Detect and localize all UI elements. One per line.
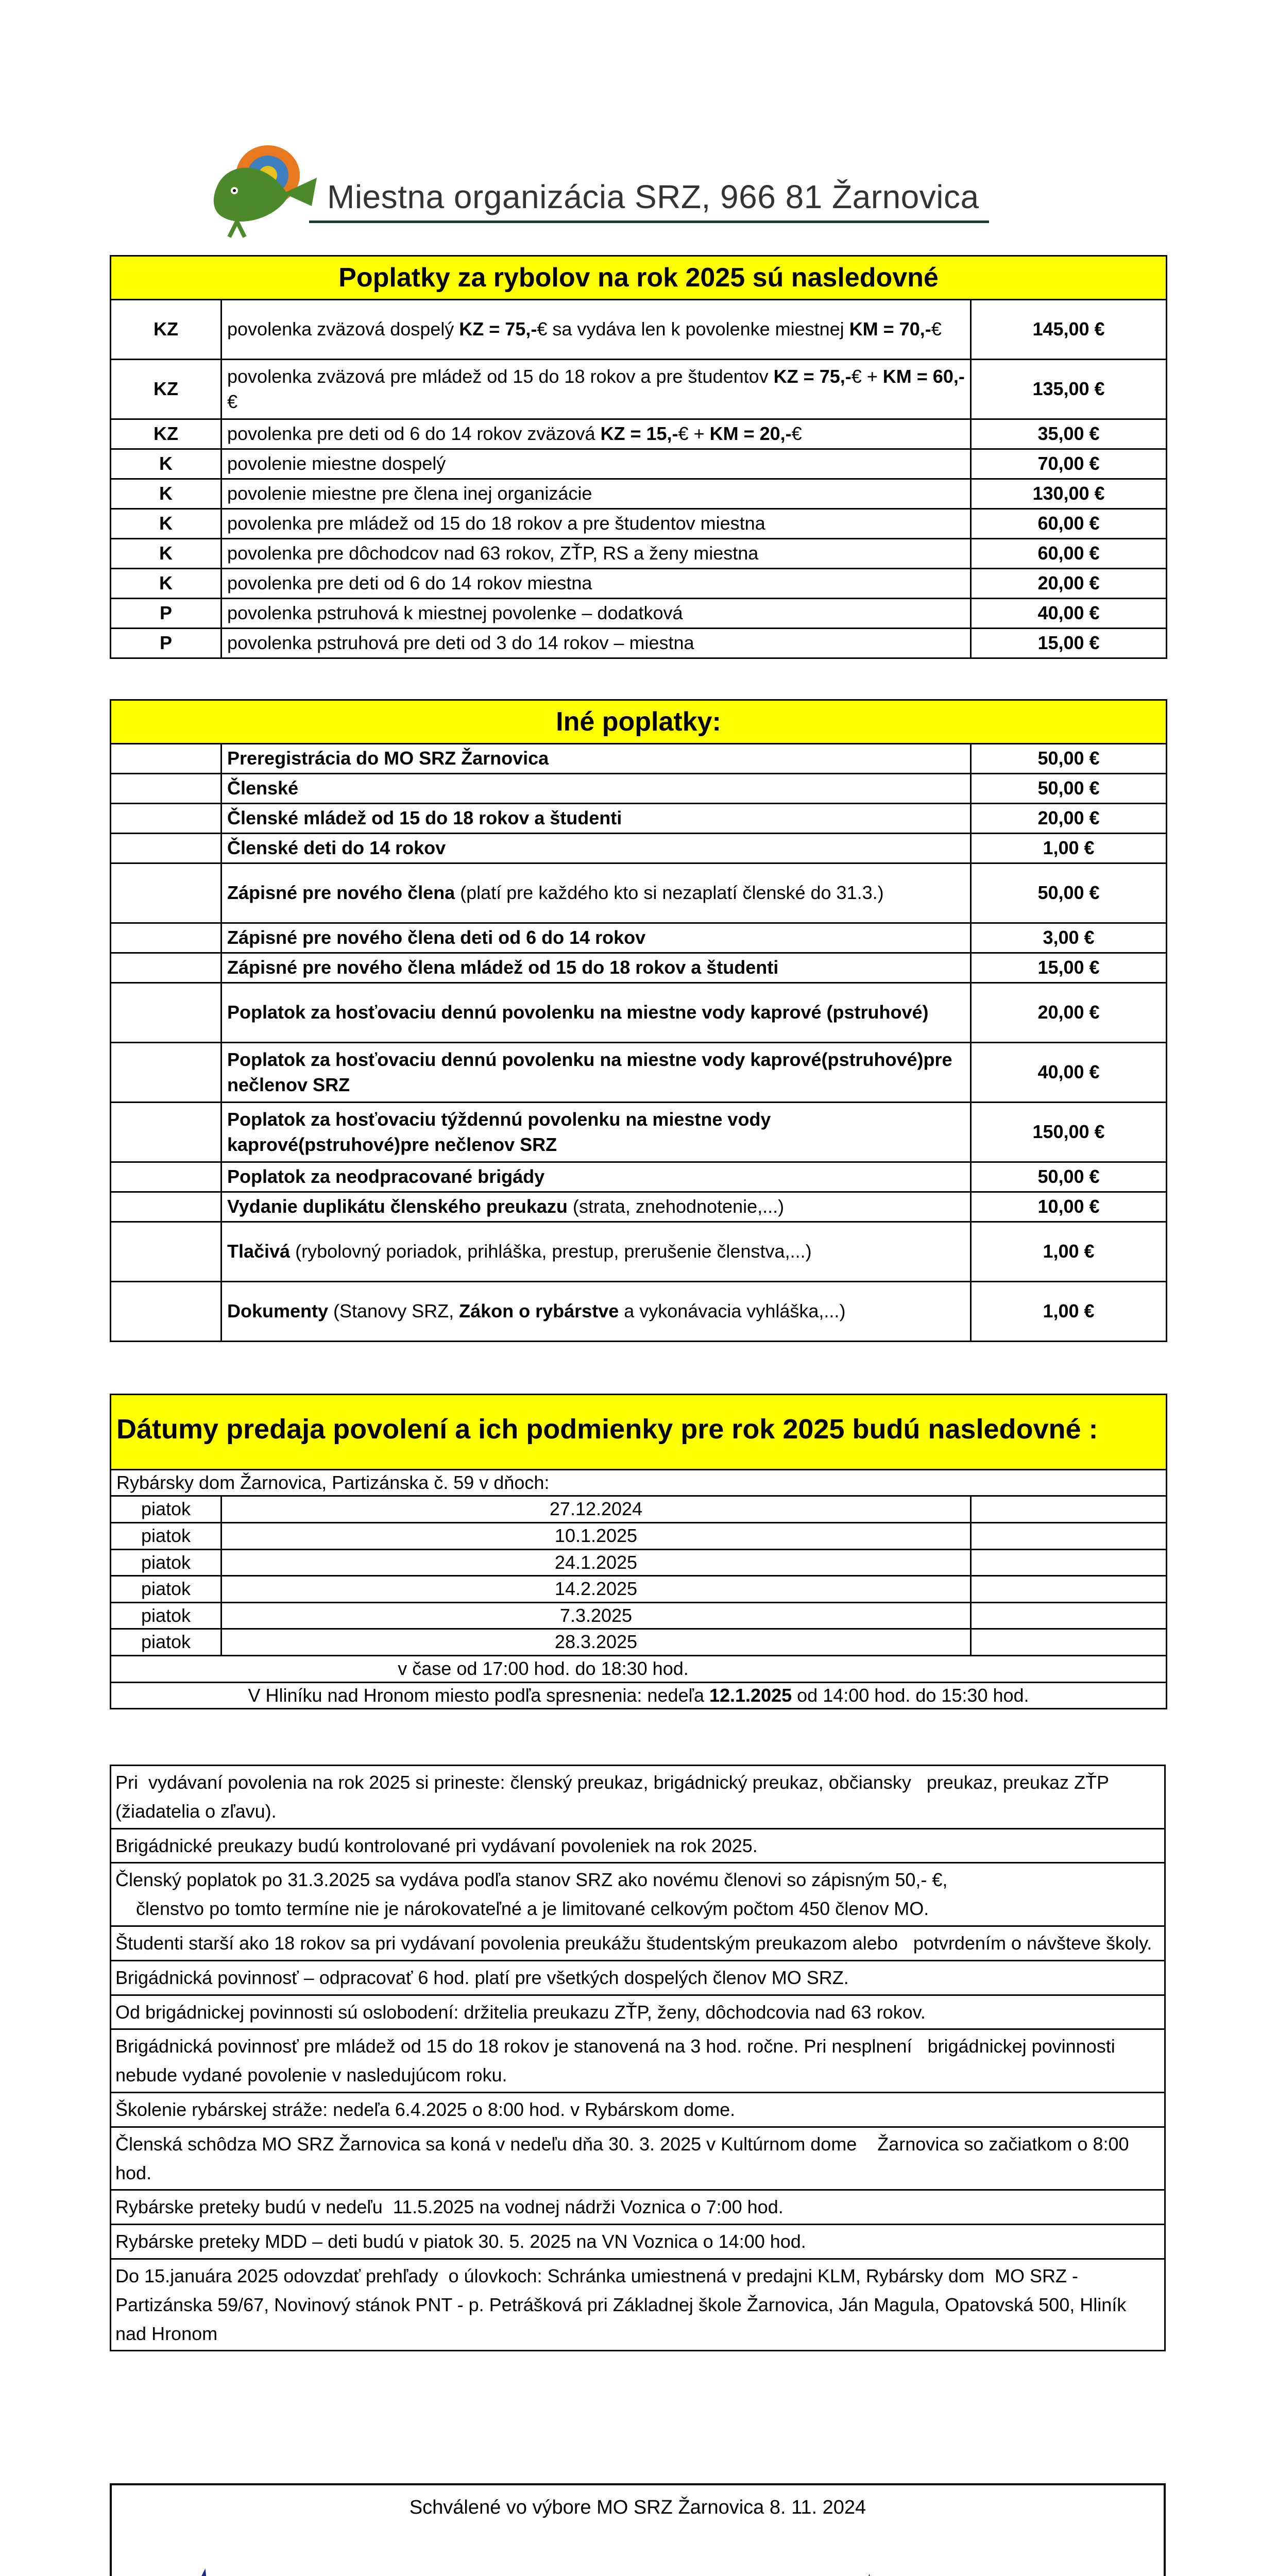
document-header [206, 129, 989, 242]
sale-date-row [111, 1549, 1167, 1576]
hlinik-row [111, 1682, 1167, 1709]
fee-price: 40,00 € [971, 599, 1167, 629]
text-segment: (strata, znehodnotenie,...) [567, 1196, 785, 1217]
sale-location: Rybársky dom Žarnovica, Partizánska č. 59 v dňoch: [111, 1469, 1167, 1496]
other-fee-blank [111, 1282, 222, 1342]
text-segment: (platí pre každého kto si nezaplatí členské do 31.3.) [455, 882, 884, 904]
fee-description [222, 419, 971, 449]
approval-box [110, 2483, 1166, 2576]
fee-code: K [111, 449, 222, 479]
other-fee-description [222, 834, 971, 863]
other-fee-price: 15,00 € [971, 953, 1167, 983]
other-fee-blank [111, 1162, 222, 1192]
other-fee-blank [111, 774, 222, 804]
other-fee-blank [111, 834, 222, 863]
fee-row [111, 419, 1167, 449]
other-fee-price: 10,00 € [971, 1192, 1167, 1222]
secretary-signature-icon [148, 2563, 302, 2576]
text-segment: povolenka zväzová pre mládež od 15 do 18 rokov a pre študentov [227, 366, 774, 387]
fee-price: 135,00 € [971, 360, 1167, 419]
fee-code: P [111, 599, 222, 629]
condition-row [111, 1926, 1165, 1960]
sale-date-blank [971, 1549, 1167, 1576]
text-segment: Zápisné pre nového člena [227, 882, 455, 904]
conditions-list [110, 1765, 1166, 2351]
chairman-signature-icon [797, 2568, 1013, 2576]
fee-code: KZ [111, 419, 222, 449]
condition-text: Členská schôdza MO SRZ Žarnovica sa koná v nedeľu dňa 30. 3. 2025 v Kultúrnom dome Žarnovica so začiatkom o 8:00 hod. [111, 2127, 1165, 2190]
sale-date-row [111, 1576, 1167, 1603]
fee-description [222, 449, 971, 479]
condition-text: Školenie rybárskej stráže: nedeľa 6.4.2025 o 8:00 hod. v Rybárskom dome. [111, 2092, 1165, 2127]
sale-date: 28.3.2025 [222, 1629, 971, 1656]
fee-code: K [111, 569, 222, 599]
condition-text: Študenti starší ako 18 rokov sa pri vydávaní povolenia preukážu študentským preukazom alebo potvrdením o návšteve školy. [111, 1926, 1165, 1960]
fee-row [111, 539, 1167, 569]
condition-row [111, 1995, 1165, 2029]
sale-date-blank [971, 1576, 1167, 1603]
other-fee-price: 150,00 € [971, 1103, 1167, 1162]
text-segment: povolenka pre mládež od 15 do 18 rokov a pre študentov miestna [227, 513, 765, 534]
condition-text: Od brigádnickej povinnosti sú oslobodení: držitelia preukazu ZŤP, ženy, dôchodcovia nad 63 rokov. [111, 1995, 1165, 2029]
fee-price: 60,00 € [971, 509, 1167, 539]
text-segment: Dokumenty [227, 1300, 329, 1322]
fee-description [222, 360, 971, 419]
other-fee-description [222, 774, 971, 804]
other-fee-description [222, 863, 971, 923]
sale-date: 24.1.2025 [222, 1549, 971, 1576]
other-fee-row [111, 953, 1167, 983]
other-fee-row [111, 804, 1167, 834]
fee-code: K [111, 479, 222, 509]
condition-row [111, 1960, 1165, 1995]
sale-day: piatok [111, 1602, 222, 1629]
other-fee-description [222, 1162, 971, 1192]
fish-logo-icon [206, 139, 325, 242]
condition-row [111, 2127, 1165, 2190]
condition-row [111, 2092, 1165, 2127]
fee-price: 60,00 € [971, 539, 1167, 569]
other-fee-row [111, 1103, 1167, 1162]
sale-date-row [111, 1602, 1167, 1629]
text-segment: Tlačivá [227, 1241, 291, 1262]
other-fee-blank [111, 863, 222, 923]
fee-row [111, 479, 1167, 509]
text-segment: € [931, 318, 942, 340]
fee-row [111, 300, 1167, 360]
fee-description [222, 539, 971, 569]
condition-text: Brigádnické preukazy budú kontrolované pri vydávaní povoleniek na rok 2025. [111, 1828, 1165, 1863]
other-fee-row [111, 1222, 1167, 1282]
condition-text: Rybárske preteky MDD – deti budú v piatok 30. 5. 2025 na VN Voznica o 14:00 hod. [111, 2225, 1165, 2259]
sale-time: v čase od 17:00 hod. do 18:30 hod. [111, 1656, 1167, 1683]
fee-row [111, 509, 1167, 539]
sale-date: 14.2.2025 [222, 1576, 971, 1603]
other-fee-price: 50,00 € [971, 863, 1167, 923]
other-fee-row [111, 834, 1167, 863]
header-divider [309, 221, 989, 223]
other-fee-description [222, 1103, 971, 1162]
sale-day: piatok [111, 1523, 222, 1550]
other-fee-price: 40,00 € [971, 1043, 1167, 1103]
text-segment: Členské [227, 777, 299, 799]
other-fee-row [111, 1192, 1167, 1222]
condition-row [111, 2225, 1165, 2259]
other-fee-row [111, 1162, 1167, 1192]
sale-date-blank [971, 1496, 1167, 1523]
text-segment: Poplatok za neodpracované brigády [227, 1166, 545, 1188]
other-fee-description [222, 804, 971, 834]
text-segment: povolenka pstruhová pre deti od 3 do 14 rokov – miestna [227, 632, 694, 654]
dates-title: Dátumy predaja povolení a ich podmienky pre rok 2025 budú nasledovné : [111, 1395, 1167, 1470]
fee-description [222, 509, 971, 539]
fee-price: 35,00 € [971, 419, 1167, 449]
text-segment: KZ = 15,- [600, 423, 678, 445]
text-segment: povolenie miestne dospelý [227, 453, 446, 474]
other-fee-row [111, 983, 1167, 1043]
text-segment: (Stanovy SRZ, [328, 1300, 459, 1322]
hlinik-text: V Hliníku nad Hronom miesto podľa spresnenia: nedeľa [248, 1684, 709, 1706]
fee-price: 70,00 € [971, 449, 1167, 479]
text-segment: Preregistrácia do MO SRZ Žarnovica [227, 748, 549, 769]
sale-dates-table [110, 1394, 1167, 1709]
text-segment: € + [678, 423, 710, 445]
fee-description [222, 300, 971, 360]
fee-price: 15,00 € [971, 629, 1167, 658]
other-fee-blank [111, 1103, 222, 1162]
text-segment: povolenie miestne pre člena inej organizácie [227, 483, 592, 504]
fee-price: 130,00 € [971, 479, 1167, 509]
other-fee-row [111, 744, 1167, 774]
other-fee-price: 20,00 € [971, 983, 1167, 1043]
sale-day: piatok [111, 1629, 222, 1656]
other-fee-blank [111, 923, 222, 953]
other-fee-blank [111, 1192, 222, 1222]
other-fee-row [111, 863, 1167, 923]
fishing-fees-table [110, 255, 1167, 659]
text-segment: povolenka pstruhová k miestnej povolenke – dodatková [227, 602, 683, 624]
other-fee-row [111, 774, 1167, 804]
text-segment: Poplatok za hosťovaciu dennú povolenku na miestne vody kaprové(pstruhové)pre nečlenov SRZ [227, 1049, 952, 1095]
other-fee-blank [111, 744, 222, 774]
sale-date: 27.12.2024 [222, 1496, 971, 1523]
fee-description [222, 479, 971, 509]
sale-date-row [111, 1496, 1167, 1523]
fee-code: K [111, 509, 222, 539]
hlinik-sale-info [111, 1682, 1167, 1709]
fee-row [111, 629, 1167, 658]
other-fee-price: 50,00 € [971, 1162, 1167, 1192]
fee-code: KZ [111, 360, 222, 419]
fee-row [111, 569, 1167, 599]
fee-price: 20,00 € [971, 569, 1167, 599]
sale-date: 10.1.2025 [222, 1523, 971, 1550]
hlinik-date: 12.1.2025 [709, 1684, 792, 1706]
text-segment: a vykonávacia vyhláška,...) [619, 1300, 846, 1322]
other-fee-description [222, 1192, 971, 1222]
condition-text: Do 15.januára 2025 odovzdať prehľady o úlovkoch: Schránka umiestnená v predajni KLM, Rybársky dom MO SRZ - Partizánska 59/67, Novinový stánok PNT - p. Petrášková pri Základnej škole Žarnovica, Ján Magula, Opatovská 500, Hliník nad Hronom [111, 2259, 1165, 2350]
text-segment: Zápisné pre nového člena deti od 6 do 14 rokov [227, 927, 646, 948]
sale-date: 7.3.2025 [222, 1602, 971, 1629]
other-fee-row [111, 1043, 1167, 1103]
other-fee-price: 50,00 € [971, 774, 1167, 804]
text-segment: Členské deti do 14 rokov [227, 837, 446, 859]
sale-date-blank [971, 1523, 1167, 1550]
text-segment: € [791, 423, 802, 445]
other-fee-price: 20,00 € [971, 804, 1167, 834]
text-segment: Vydanie duplikátu členského preukazu [227, 1196, 568, 1217]
sale-day: piatok [111, 1496, 222, 1523]
condition-text: Brigádnická povinnosť – odpracovať 6 hod. platí pre všetkých dospelých členov MO SRZ. [111, 1960, 1165, 1995]
other-fee-description [222, 983, 971, 1043]
condition-text: Brigádnická povinnosť pre mládež od 15 do 18 rokov je stanovená na 3 hod. ročne. Pri nesplnení brigádnickej povinnosti nebude vydané povolenie v nasledujúcom roku. [111, 2029, 1165, 2093]
text-segment: povolenka pre deti od 6 do 14 rokov zväzová [227, 423, 601, 445]
other-fee-price: 1,00 € [971, 834, 1167, 863]
condition-row [111, 1863, 1165, 1926]
fee-code: P [111, 629, 222, 658]
other-fee-row [111, 1282, 1167, 1342]
fee-row [111, 449, 1167, 479]
text-segment: Poplatok za hosťovaciu dennú povolenku na miestne vody kaprové (pstruhové) [227, 1002, 929, 1023]
sale-date-blank [971, 1602, 1167, 1629]
text-segment: povolenka pre dôchodcov nad 63 rokov, ZŤP, RS a ženy miestna [227, 543, 759, 564]
fees-title: Poplatky za rybolov na rok 2025 sú nasledovné [111, 256, 1167, 300]
condition-text: Rybárske preteky budú v nedeľu 11.5.2025 na vodnej nádrži Voznica o 7:00 hod. [111, 2190, 1165, 2225]
condition-row [111, 1766, 1165, 1829]
other-fee-blank [111, 983, 222, 1043]
other-fee-description [222, 744, 971, 774]
text-segment: povolenka zväzová dospelý [227, 318, 459, 340]
other-fees-table [110, 699, 1167, 1342]
text-segment: Zákon o rybárstve [459, 1300, 619, 1322]
other-fee-row [111, 923, 1167, 953]
other-fee-price: 1,00 € [971, 1282, 1167, 1342]
text-segment: Zápisné pre nového člena mládež od 15 do 18 rokov a študenti [227, 957, 779, 978]
other-fee-blank [111, 1222, 222, 1282]
other-fee-price: 50,00 € [971, 744, 1167, 774]
text-segment: Členské mládež od 15 do 18 rokov a študenti [227, 807, 622, 829]
fee-price: 145,00 € [971, 300, 1167, 360]
fee-row [111, 599, 1167, 629]
fee-code: KZ [111, 300, 222, 360]
condition-text: Členský poplatok po 31.3.2025 sa vydáva podľa stanov SRZ ako novému členovi so zápisným 50,- €, členstvo po tomto termíne nie je nárokovateľné a je limitované celkovým počtom 450 členov MO. [111, 1863, 1165, 1926]
text-segment: (rybolovný poriadok, prihláška, prestup, prerušenie členstva,...) [290, 1241, 812, 1262]
text-segment: KM = 60,- [882, 366, 965, 387]
sale-date-blank [971, 1629, 1167, 1656]
sale-time-row [111, 1656, 1167, 1683]
condition-row [111, 2259, 1165, 2350]
other-fee-blank [111, 804, 222, 834]
other-fee-description [222, 1043, 971, 1103]
text-segment: € + [851, 366, 883, 387]
sale-day: piatok [111, 1576, 222, 1603]
text-segment: € sa vydáva len k povolenke miestnej [537, 318, 849, 340]
condition-row [111, 2190, 1165, 2225]
text-segment: KM = 70,- [849, 318, 931, 340]
condition-text: Pri vydávaní povolenia na rok 2025 si prineste: členský preukaz, brigádnický preukaz, občiansky preukaz, preukaz ZŤP (žiadatelia o zľavu). [111, 1766, 1165, 1829]
other-fees-title: Iné poplatky: [111, 700, 1167, 744]
fee-row [111, 360, 1167, 419]
other-fee-price: 1,00 € [971, 1222, 1167, 1282]
condition-row [111, 2029, 1165, 2093]
other-fee-price: 3,00 € [971, 923, 1167, 953]
other-fee-blank [111, 953, 222, 983]
other-fee-description [222, 923, 971, 953]
text-segment: € [227, 391, 238, 412]
organization-name: Miestna organizácia SRZ, 966 81 Žarnovica [327, 178, 979, 215]
fee-description [222, 599, 971, 629]
text-segment: KZ = 75,- [459, 318, 537, 340]
text-segment: Poplatok za hosťovaciu týždennú povolenku na miestne vody kaprové(pstruhové)pre nečlenov SRZ [227, 1109, 771, 1155]
sale-date-row [111, 1629, 1167, 1656]
fee-code: K [111, 539, 222, 569]
approval-text: Schválené vo výbore MO SRZ Žarnovica 8. 11. 2024 [409, 2497, 866, 2518]
sale-day: piatok [111, 1549, 222, 1576]
condition-row [111, 1828, 1165, 1863]
other-fee-description [222, 1222, 971, 1282]
hlinik-time: od 14:00 hod. do 15:30 hod. [792, 1684, 1029, 1706]
other-fee-blank [111, 1043, 222, 1103]
text-segment: povolenka pre deti od 6 do 14 rokov miestna [227, 572, 592, 594]
other-fee-description [222, 1282, 971, 1342]
other-fee-description [222, 953, 971, 983]
text-segment: KZ = 75,- [773, 366, 852, 387]
text-segment: KM = 20,- [709, 423, 792, 445]
sale-date-row [111, 1523, 1167, 1550]
fee-description [222, 569, 971, 599]
fee-description [222, 629, 971, 658]
